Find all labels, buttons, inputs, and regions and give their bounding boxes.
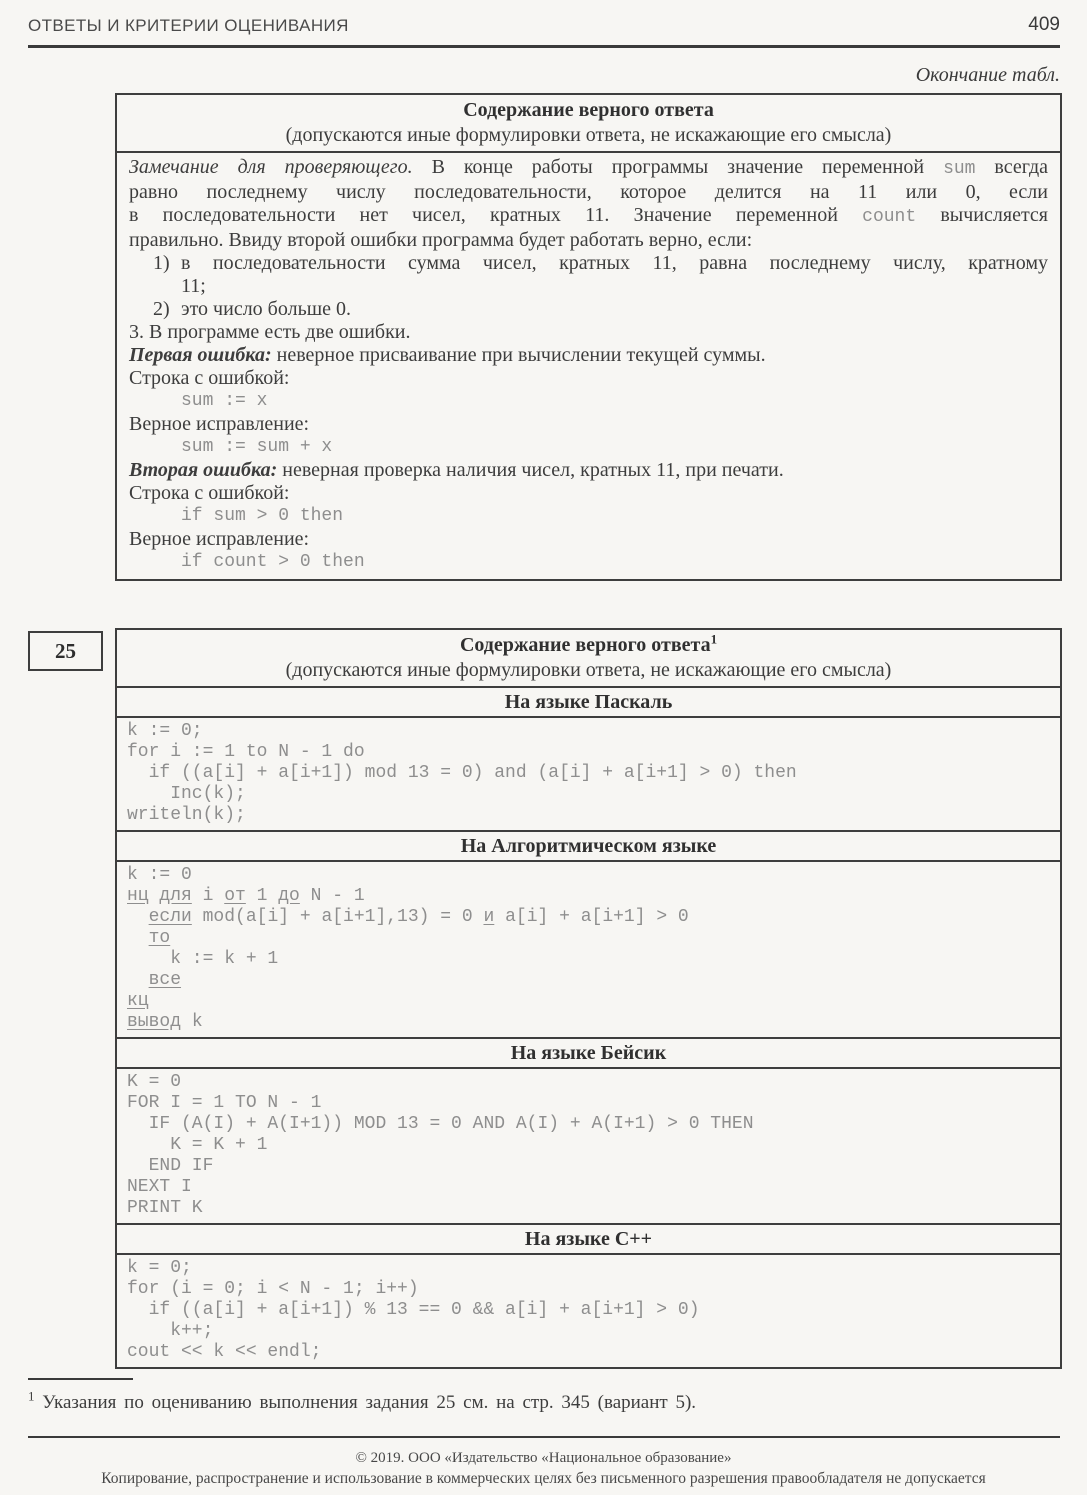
code-algorithmic <box>117 860 1060 1037</box>
code-line: k = 0; <box>127 1258 192 1278</box>
task-table <box>115 628 1062 1369</box>
note-line: равно последнему числу последовательности, которое делится на 11 или 0, если <box>129 181 1048 203</box>
code-line: k := 0; <box>127 721 203 741</box>
code-line: если mod(a[i] + a[i+1],13) = 0 и a[i] + a[i+1] > 0 <box>148 907 689 927</box>
section-label-algorithmic: На Алгоритмическом языке <box>117 830 1060 860</box>
answer-table-header <box>117 95 1060 151</box>
error-line-label: Строка с ошибкой: <box>129 367 290 389</box>
code-line: нц для i от 1 до N - 1 <box>127 886 365 906</box>
section-label-basic: На языке Бейсик <box>117 1037 1060 1067</box>
code-line: NEXT I <box>127 1177 192 1197</box>
footer-copyright: © 2019. ООО «Издательство «Национальное образование» <box>355 1450 732 1466</box>
list-item-text: это число больше 0. <box>181 298 351 320</box>
error-1-fix-code: sum := sum + x <box>181 437 333 457</box>
error-1-line: Первая ошибка: неверное присваивание при вычислении текущей суммы. <box>129 344 766 366</box>
code-line: FOR I = 1 TO N - 1 <box>127 1093 322 1113</box>
code-line: кц <box>127 991 149 1011</box>
note-line: в последовательности нет чисел, кратных 11. Значение переменной count вычисляется <box>129 204 1049 227</box>
list-marker: 2) <box>153 298 170 320</box>
fix-label: Верное исправление: <box>129 528 310 550</box>
continuation-note: Окончание табл. <box>915 64 1060 86</box>
code-line: for (i = 0; i < N - 1; i++) <box>127 1279 419 1299</box>
header-rule <box>28 45 1060 48</box>
code-line: K = K + 1 <box>127 1135 268 1155</box>
task-number: 25 <box>55 638 76 663</box>
footer-rule <box>28 1436 1060 1438</box>
task-table-header <box>117 630 1060 686</box>
list-item-1 <box>129 252 1048 298</box>
code-cpp <box>117 1253 1060 1367</box>
point-3: 3. В программе есть две ошибки. <box>129 321 411 343</box>
code-line: if ((a[i] + a[i+1]) % 13 == 0 && a[i] + a[i+1] > 0) <box>127 1300 700 1320</box>
list-item-2 <box>129 298 1048 321</box>
error-1-code: sum := x <box>181 391 268 411</box>
running-head: ОТВЕТЫ И КРИТЕРИИ ОЦЕНИВАНИЯ <box>28 16 349 35</box>
code-line: writeln(k); <box>127 805 246 825</box>
error-2-line: Вторая ошибка: неверная проверка наличия чисел, кратных 11, при печати. <box>129 459 784 481</box>
code-line: k := k + 1 <box>127 949 279 969</box>
task-table-subtitle: (допускаются иные формулировки ответа, не искажающие его смысла) <box>285 659 892 681</box>
code-line: PRINT K <box>127 1198 203 1218</box>
footnote-text: Указания по оцениванию выполнения задания 25 см. на стр. 345 (вариант 5). <box>34 1392 697 1413</box>
fix-label: Верное исправление: <box>129 413 310 435</box>
task-table-title-text: Содержание верного ответа <box>459 634 711 656</box>
task-number-box <box>28 631 103 671</box>
code-line: END IF <box>127 1156 214 1176</box>
task-table-title <box>127 632 1050 658</box>
section-label-cpp: На языке C++ <box>117 1223 1060 1253</box>
footnote <box>28 1388 1057 1414</box>
code-line: k++; <box>127 1321 214 1341</box>
code-line: Inc(k); <box>127 784 246 804</box>
code-pascal <box>117 716 1060 830</box>
error-2-fix-code: if count > 0 then <box>181 552 365 572</box>
page-number: 409 <box>1028 14 1060 35</box>
answer-table-subtitle: (допускаются иные формулировки ответа, не искажающие его смысла) <box>285 124 892 146</box>
code-line: for i := 1 to N - 1 do <box>127 742 365 762</box>
note-line: правильно. Ввиду второй ошибки программа будет работать верно, если: <box>129 229 753 251</box>
answer-table-body <box>117 151 1060 579</box>
list-item-line: 11; <box>181 275 206 297</box>
list-marker: 1) <box>153 252 170 274</box>
footer-notice: Копирование, распространение и использование в коммерческих целях без письменного разрешения правообладателя не допускается <box>101 1470 986 1487</box>
code-basic <box>117 1067 1060 1223</box>
footnote-mark: 1 <box>28 1388 35 1404</box>
code-line: k := 0 <box>127 865 192 885</box>
note-line: Замечание для проверяющего. В конце работы программы значение переменной sum всегда <box>129 156 1048 179</box>
code-line: if ((a[i] + a[i+1]) mod 13 = 0) and (a[i] + a[i+1] > 0) then <box>127 763 797 783</box>
list-item-text <box>181 252 1048 298</box>
code-line: то <box>148 928 171 948</box>
code-line: cout << k << endl; <box>127 1342 322 1362</box>
error-2-code: if sum > 0 then <box>181 506 344 526</box>
error-line-label: Строка с ошибкой: <box>129 482 290 504</box>
section-label-pascal: На языке Паскаль <box>117 686 1060 716</box>
code-line: все <box>148 970 182 990</box>
code-line: K = 0 <box>127 1072 182 1092</box>
answer-table-title: Содержание верного ответа <box>463 99 714 121</box>
code-line: вывод k <box>127 1012 203 1032</box>
answer-table <box>115 93 1062 581</box>
list-item-line: в последовательности сумма чисел, кратных 11, равна последнему числу, кратному <box>181 252 1048 274</box>
code-line: IF (A(I) + A(I+1)) MOD 13 = 0 AND A(I) + A(I+1) > 0 THEN <box>127 1114 754 1134</box>
title-footnote-mark: 1 <box>710 631 718 647</box>
footnote-rule <box>28 1378 133 1380</box>
